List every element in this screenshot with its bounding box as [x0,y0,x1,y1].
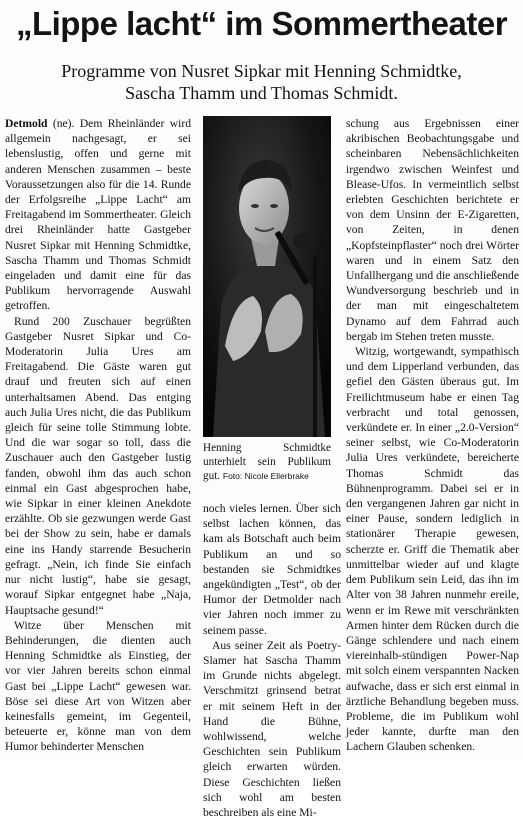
article-column-1 [5,116,191,755]
caption-text: Henning Schmidtke unterhielt sein Publikum gut. [203,442,331,482]
headline: „Lippe lacht“ im Sommertheater [15,5,508,42]
performer-photo-image [203,116,331,437]
paragraph: Aus seiner Zeit als Poetry-Slamer hat Sascha Thamm im Grunde nichts abgelegt. Verschmitzt grinsend betrat er mit seinem Heft in der Hand die Bühne, wohlwissend, welche Geschichten sein Publikum gleich erwarten würden. Diese Geschichten ließen sich wohl am besten beschreiben als eine Mi- [203,638,341,820]
paragraph: Witze über Menschen mit Behinderungen, die dienten auch Henning Schmidtke als Einstieg, der vor vier Jahren bereits schon einmal Gast bei „Lippe Lacht“ gewesen war. Böse sei diese Art von Witzen aber keinesfalls gemeint, im Gegenteil, beteuerte er, könne man von dem Humor behinderter Menschen [5,618,191,754]
performer-photo [203,116,331,437]
article-column-2 [203,501,341,820]
photo-caption [203,441,331,483]
paragraph: schung aus Ergebnissen einer akribischen Beobachtungsgabe und scheinbaren Nebensächlichkeiten irgendwo zwischen Weinfest und Blease-Ufos. In vermeintlich selbst erlebten Geschichten berichtete er von dem Unsinn der E-Zigaretten, von Zeiten, in denen „Kopfsteinpflaster“ noch drei Wörter waren und in einem Satz den Unfallhergang und die anschließende Wundversorgung beschrieb und in der man mit eingeschaltetem Dynamo auf dem Fahrrad auch bergab im Stehen treten musste. [346,117,519,343]
paragraph: Rund 200 Zuschauer begrüßten Gastgeber Nusret Sipkar und Co-Moderatorin Julia Ures am Freitagabend. Die Gäste waren gut drauf und freuten sich auf einen unterhaltsamen Abend. Das entging auch Julia Ures nicht, die das Publikum gleich für seine tolle Stimmung lobte. Und die war sogar so toll, dass die Zuschauer auch den Gastgeber lustig fanden, obwohl ihm das auch schon einmal ein Gast abgesprochen habe, wie Sipkar in einer kleinen Anekdote erzählte. Ob sie gezwungen werde Gast bei der Show zu sein, habe er damals eine ins Handy starrende Besucherin gefragt. „Nein, ich finde Sie einfach nur nicht lustig“, habe sie gesagt, worauf Sipkar entgegnet habe „Naja, Hauptsache gesund!“ [5,314,191,617]
subheadline-line-2: Sascha Thamm und Thomas Schmidt. [125,83,398,103]
paragraph: Witzig, wortgewandt, sympathisch und dem Lipperland verbunden, das gefiel den Gästen überaus gut. Im Freilichtmuseum habe er einen Tag verbracht und total genossen, verkündete er. In einer „2.0-Version“ seiner selbst, wie Co-Moderatorin Julia Ures verkündete, bereicherte Thomas Schmidt das Bühnenprogramm. Dabei sei er in den vergangenen Jahren gar nicht in einer Pause, sondern lediglich in stationärer Therapie gewesen, scherzte er. Griff die Thematik aber unmittelbar wieder auf und klagte dem Publikum sein Leid, das ihn im Alter von 38 Jahren nunmehr ereile, wenn er im Rewe mit verschränkten Armen hinter dem Rücken durch die Gänge schlendere und nach einem viereinhalb-stündigen Power-Nap mit solch einem verspannten Nacken aufwache, dass er sich erst einmal in ärztliche Behandlung begeben muss. Probleme, die im Publikum wohl jeder kannte, durfte man den Lachern Glauben schenken. [346,345,519,754]
dateline: Detmold [5,117,48,130]
paragraph [5,116,191,314]
paragraph: noch vieles lernen. Über sich selbst lachen können, das kam als Botschaft auch beim Publikum an und so bestanden sie Schmidtkes angekündigten „Test“, ob der Humor der Detmolder nach vier Jahren noch immer zu seinem passe. [203,502,341,637]
article-column-3 [346,116,519,755]
photo-credit: Foto: Nicole Ellerbrake [222,471,309,481]
subheadline-line-1: Programme von Nusret Sipkar mit Henning Schmidtke, [61,61,462,81]
paragraph-text: (ne). Dem Rheinländer wird allgemein nachgesagt, er sei lebenslustig, offen und gerne mit anderen Menschen zusammen – beste Voraussetzungen also für die 14. Runde der Erfolgsreihe „Lippe Lacht“ am Freitagabend im Sommertheater. Gleich drei Rheinländer hatte Gastgeber Nusret Sipkar mit Henning Schmidtke, Sascha Thamm und Thomas Schmidt eingeladen und damit eine für das Publikum hervorragende Auswahl getroffen. [5,117,191,313]
subheadline [0,60,523,104]
